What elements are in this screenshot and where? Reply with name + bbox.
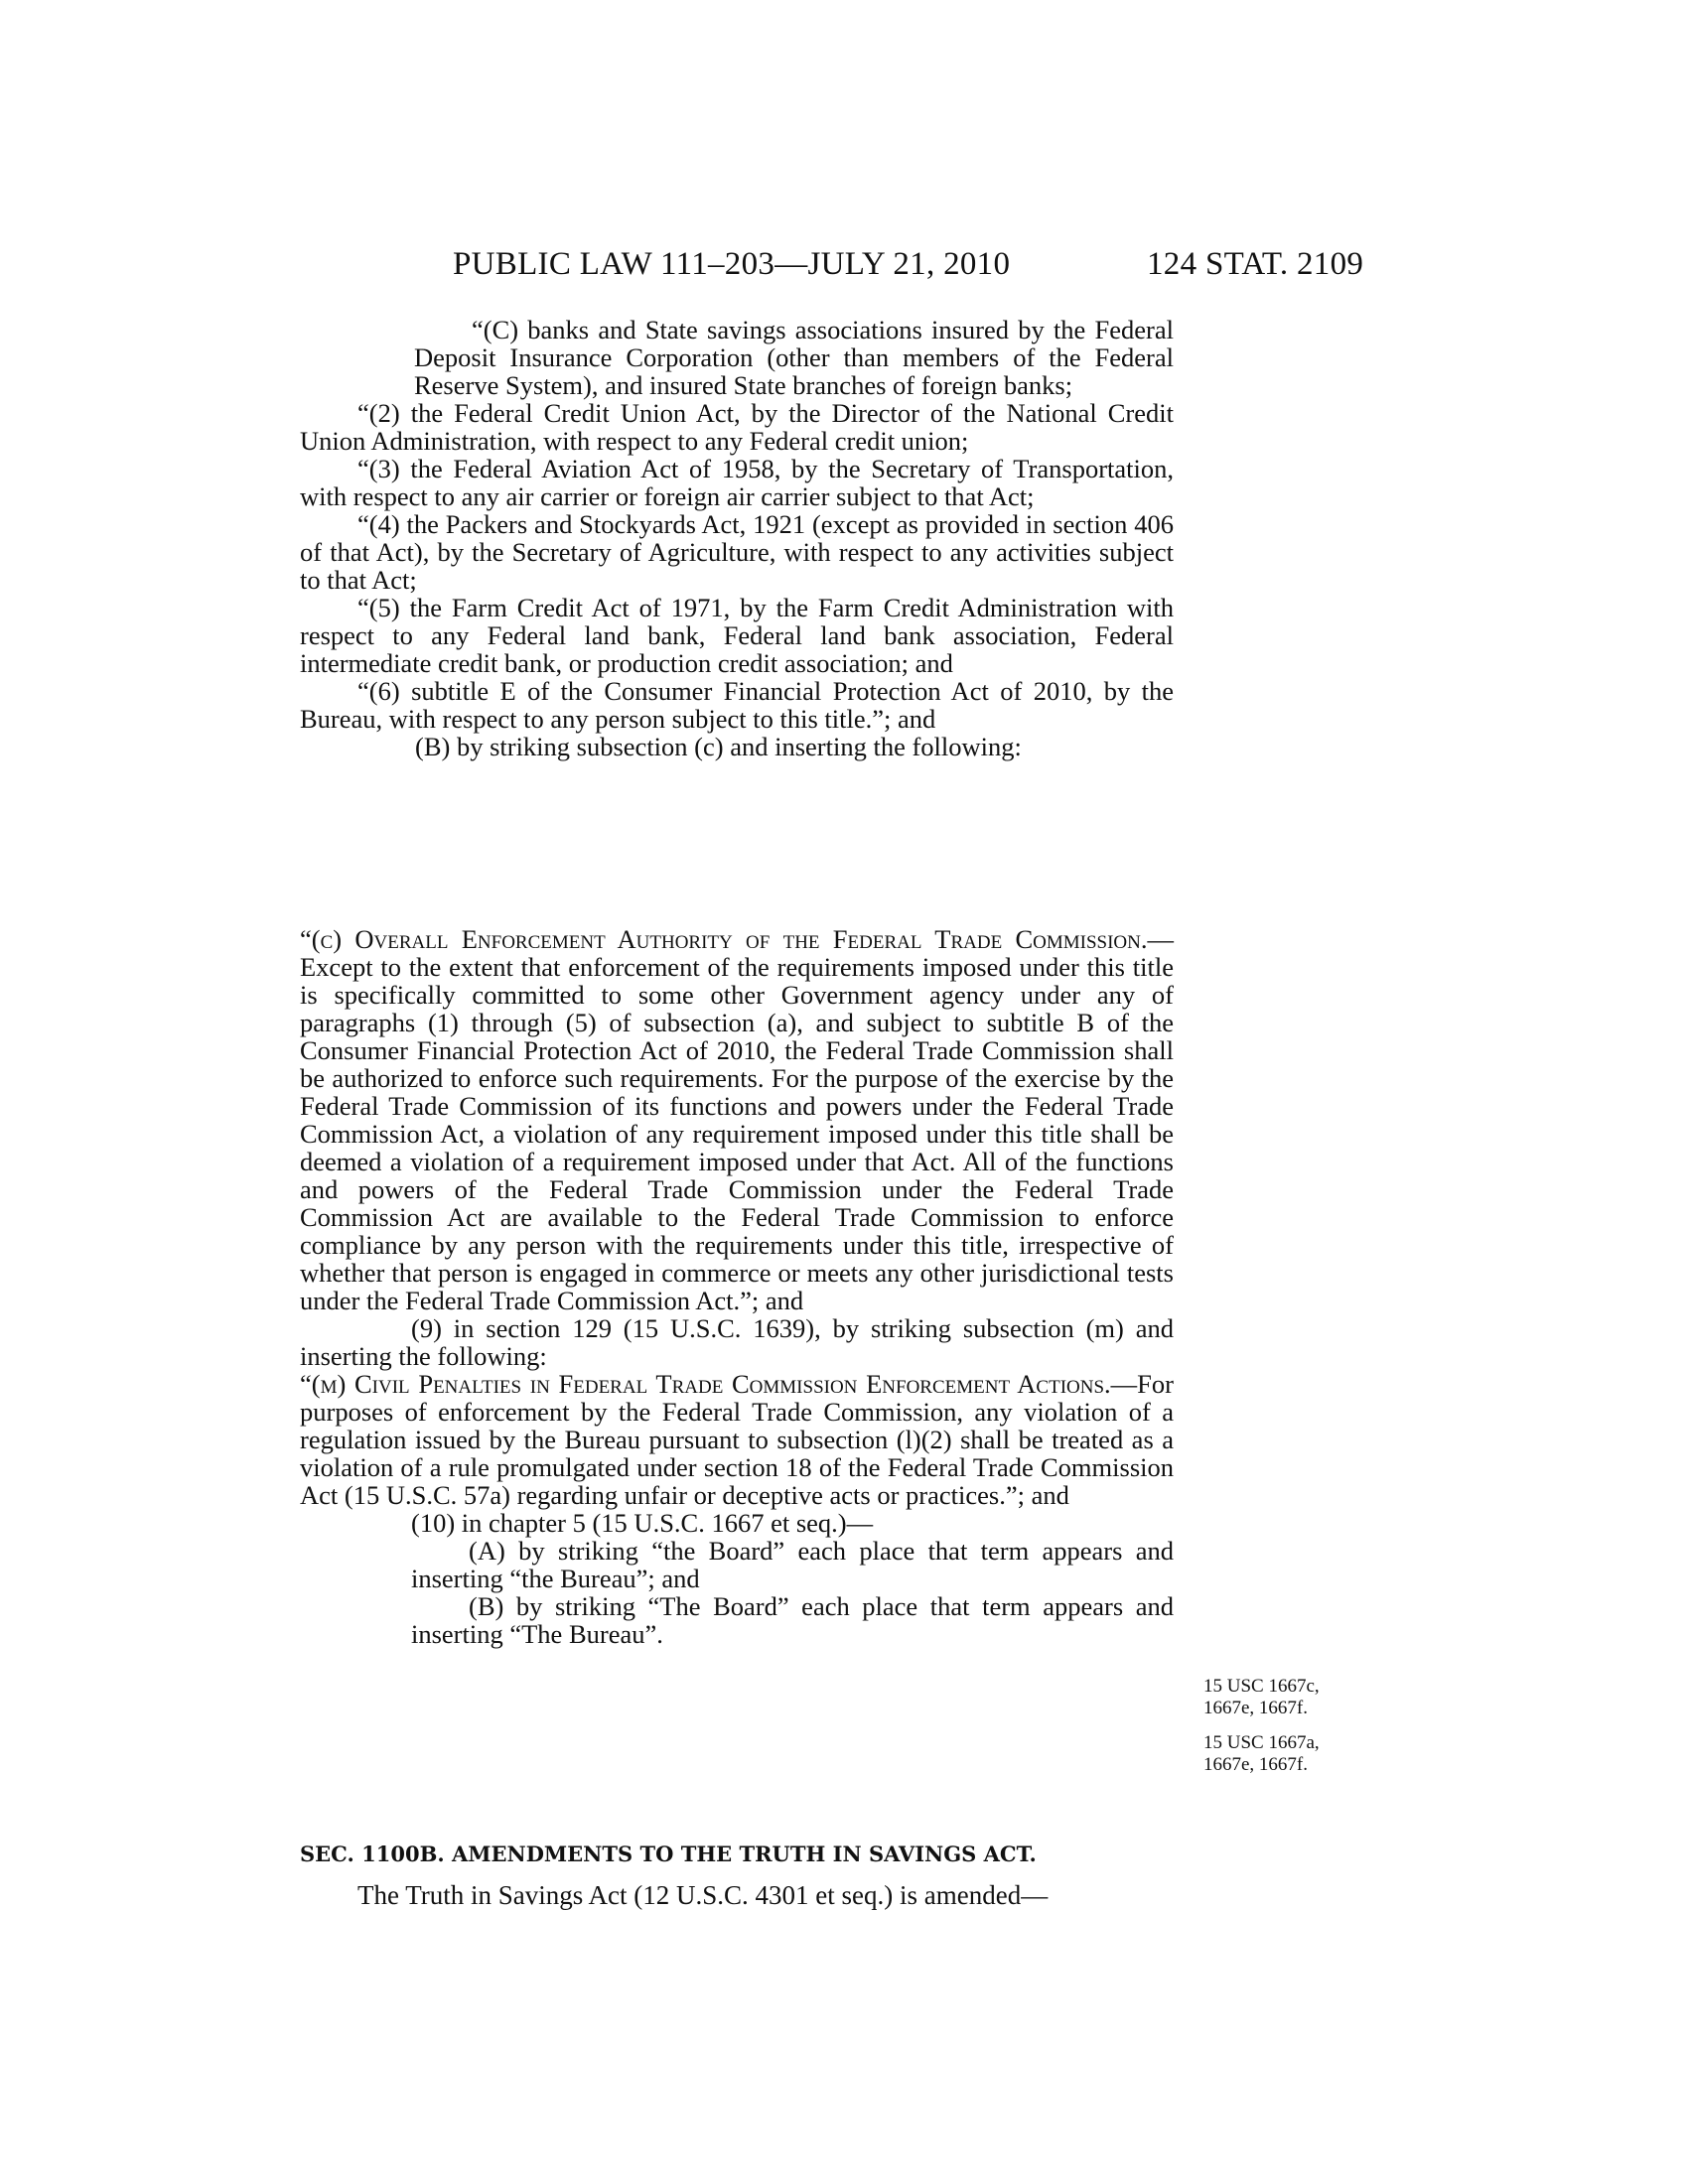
paragraph-b-strike: (B) by striking subsection (c) and inserting the following:: [415, 732, 1022, 761]
section-heading: SEC. 1100B. AMENDMENTS TO THE TRUTH IN SAVINGS ACT.: [300, 1842, 1037, 1866]
subsection-c-heading: “(c) Overall Enforcement Authority of the Federal Trade Commission.: [300, 924, 1148, 954]
running-header-right: 124 STAT. 2109: [1147, 246, 1364, 282]
running-header-left: PUBLIC LAW 111–203—JULY 21, 2010: [453, 246, 1011, 282]
paragraph-6: “(6) subtitle E of the Consumer Financial Protection Act of 2010, by the Bureau, with respect to any person subject to this title.”; and: [300, 676, 1174, 734]
paragraph-10: (10) in chapter 5 (15 U.S.C. 1667 et seq.)—: [411, 1508, 874, 1538]
subsection-m-heading: “(m) Civil Penalties in Federal Trade Commission Enforcement Actions.: [300, 1369, 1111, 1399]
paragraph-10-b: (B) by striking “The Board” each place that term appears and inserting “The Bureau”.: [411, 1591, 1174, 1649]
margin-note-1: 15 USC 1667c, 1667e, 1667f.: [1203, 1676, 1320, 1718]
paragraph-2: “(2) the Federal Credit Union Act, by the Director of the National Credit Union Administration, with respect to any Federal credit union;: [300, 398, 1174, 456]
paragraph-9: (9) in section 129 (15 U.S.C. 1639), by striking subsection (m) and inserting the following:: [300, 1313, 1174, 1371]
margin-note-2: 15 USC 1667a, 1667e, 1667f.: [1203, 1732, 1320, 1775]
paragraph-5: “(5) the Farm Credit Act of 1971, by the Farm Credit Administration with respect to any Federal land bank, Federal land bank association, Federal intermediate credit bank, or production credit association; and: [300, 593, 1174, 678]
section-intro: The Truth in Savings Act (12 U.S.C. 4301 et seq.) is amended—: [357, 1880, 1049, 1910]
paragraph-c-banks: “(C) banks and State savings associations insured by the Federal Deposit Insurance Corporation (other than members of the Federal Reserve System), and insured State branches of foreign banks;: [414, 315, 1174, 400]
subsection-m-text: “(m) Civil Penalties in Federal Trade Commission Enforcement Actions.—For purposes of enforcement by the Federal Trade Commission, any violation of a regulation issued by the Bureau pursuant to subsection (l)(2) shall be treated as a violation of a rule promulgated under section 18 of the Federal Trade Commission Act (15 U.S.C. 57a) regarding unfair or deceptive acts or practices.”; and: [300, 1369, 1174, 1510]
subsection-c-text: “(c) Overall Enforcement Authority of the Federal Trade Commission.—Except to the extent that enforcement of the requirements imposed under this title is specifically committed to some other Government agency under any of paragraphs (1) through (5) of subsection (a), and subject to subtitle B of the Consumer Financial Protection Act of 2010, the Federal Trade Commission shall be authorized to enforce such requirements. For the purpose of the exercise by the Federal Trade Commission of its functions and powers under the Federal Trade Commission Act, a violation of any requirement imposed under this title shall be deemed a violation of a requirement imposed under that Act. All of the functions and powers of the Federal Trade Commission under the Federal Trade Commission Act are available to the Federal Trade Commission to enforce compliance by any person with the requirements under this title, irrespective of whether that person is engaged in commerce or meets any other jurisdictional tests under the Federal Trade Commission Act.”; and: [300, 924, 1174, 1315]
paragraph-3: “(3) the Federal Aviation Act of 1958, by the Secretary of Transportation, with respect to any air carrier or foreign air carrier subject to that Act;: [300, 454, 1174, 511]
paragraph-4: “(4) the Packers and Stockyards Act, 1921 (except as provided in section 406 of that Act), by the Secretary of Agriculture, with respect to any activities subject to that Act;: [300, 509, 1174, 595]
subsection-c: [300, 925, 1174, 1648]
paragraph-10-a: (A) by striking “the Board” each place that term appears and inserting “the Bureau”; and: [411, 1536, 1174, 1593]
body-text: [300, 316, 1174, 760]
